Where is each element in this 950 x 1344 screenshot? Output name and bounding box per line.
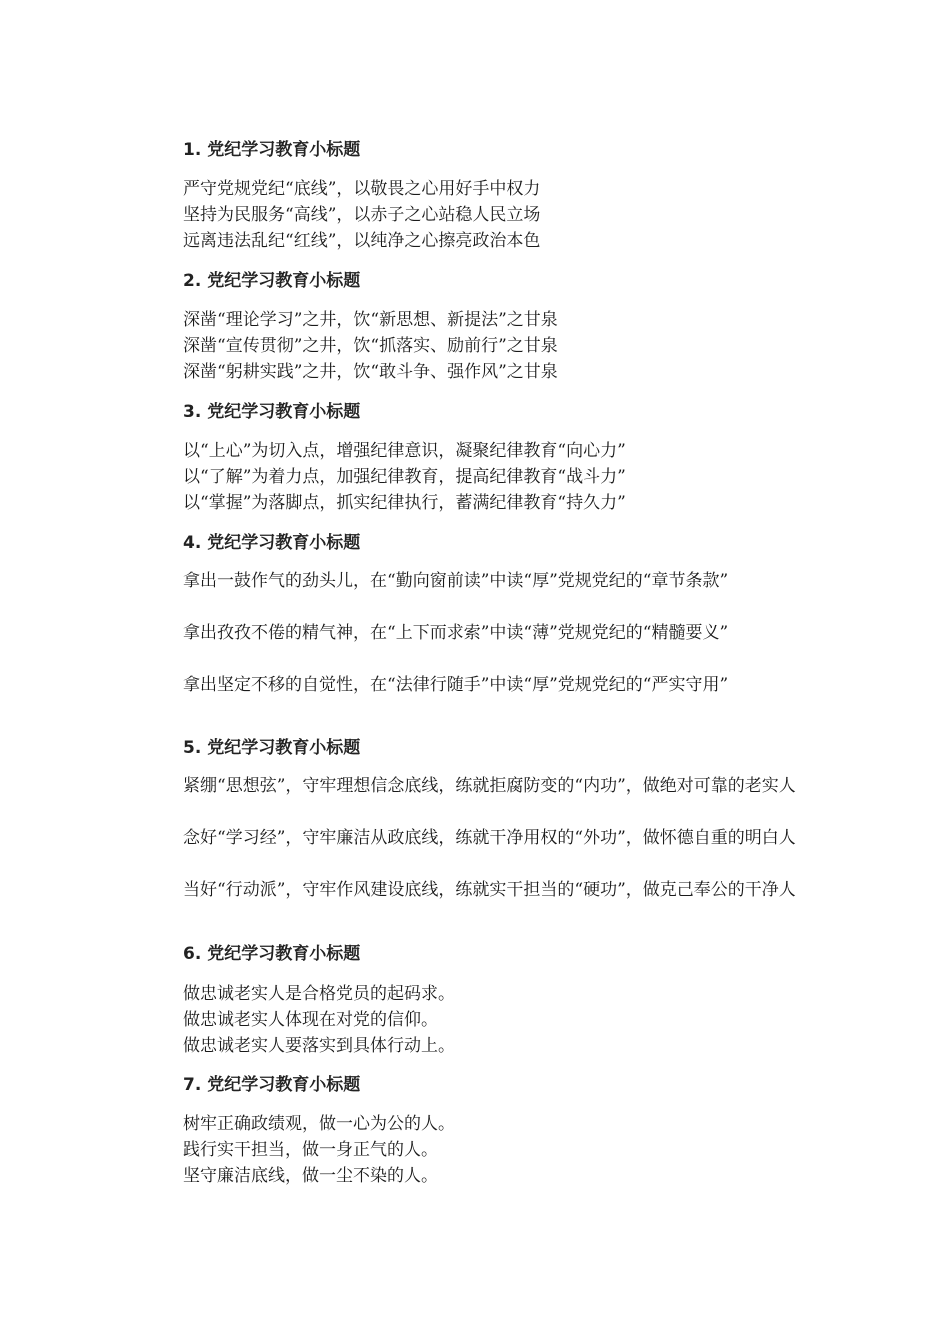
section-3-line-3: 以“掌握”为落脚点，抓实纪律执行，蓄满纪律教育“持久力” [183, 493, 626, 513]
section-2-line-2: 深凿“宣传贯彻”之井，饮“抓落实、励前行”之甘泉 [183, 336, 558, 356]
section-2-heading: 2. 党纪学习教育小标题 [183, 271, 361, 291]
section-5-paragraph-1: 紧绷“思想弦”，守牢理想信念底线，练就拒腐防变的“内功”，做绝对可靠的老实人 [183, 776, 796, 796]
section-6-line-2: 做忠诚老实人体现在对党的信仰。 [183, 1010, 438, 1030]
section-5-heading: 5. 党纪学习教育小标题 [183, 738, 361, 758]
section-2-line-3: 深凿“躬耕实践”之井，饮“敢斗争、强作风”之甘泉 [183, 362, 558, 382]
section-7-line-2: 践行实干担当，做一身正气的人。 [183, 1140, 438, 1160]
section-4-paragraph-2: 拿出孜孜不倦的精气神，在“上下而求索”中读“薄”党规党纪的“精髓要义” [183, 623, 729, 643]
section-5-paragraph-2: 念好“学习经”，守牢廉洁从政底线，练就干净用权的“外功”，做怀德自重的明白人 [183, 828, 796, 848]
section-6-heading: 6. 党纪学习教育小标题 [183, 944, 361, 964]
section-3-heading: 3. 党纪学习教育小标题 [183, 402, 361, 422]
section-1-line-2: 坚持为民服务“高线”，以赤子之心站稳人民立场 [183, 205, 541, 225]
section-3-line-1: 以“上心”为切入点，增强纪律意识，凝聚纪律教育“向心力” [183, 441, 626, 461]
section-3-line-2: 以“了解”为着力点，加强纪律教育，提高纪律教育“战斗力” [183, 467, 626, 487]
section-4-paragraph-3: 拿出坚定不移的自觉性，在“法律行随手”中读“厚”党规党纪的“严实守用” [183, 675, 729, 695]
section-7-heading: 7. 党纪学习教育小标题 [183, 1075, 361, 1095]
section-1-line-1: 严守党规党纪“底线”，以敬畏之心用好手中权力 [183, 179, 541, 199]
section-7-line-3: 坚守廉洁底线，做一尘不染的人。 [183, 1166, 438, 1186]
section-1-line-3: 远离违法乱纪“红线”，以纯净之心擦亮政治本色 [183, 231, 541, 251]
section-1-heading: 1. 党纪学习教育小标题 [183, 140, 361, 160]
section-7-line-1: 树牢正确政绩观，做一心为公的人。 [183, 1114, 455, 1134]
section-4-paragraph-1: 拿出一鼓作气的劲头儿，在“勤向窗前读”中读“厚”党规党纪的“章节条款” [183, 571, 729, 591]
section-6-line-3: 做忠诚老实人要落实到具体行动上。 [183, 1036, 455, 1056]
section-4-heading: 4. 党纪学习教育小标题 [183, 533, 361, 553]
section-2-line-1: 深凿“理论学习”之井，饮“新思想、新提法”之甘泉 [183, 310, 558, 330]
section-5-paragraph-3: 当好“行动派”，守牢作风建设底线，练就实干担当的“硬功”，做克己奉公的干净人 [183, 880, 796, 900]
section-6-line-1: 做忠诚老实人是合格党员的起码求。 [183, 984, 455, 1004]
